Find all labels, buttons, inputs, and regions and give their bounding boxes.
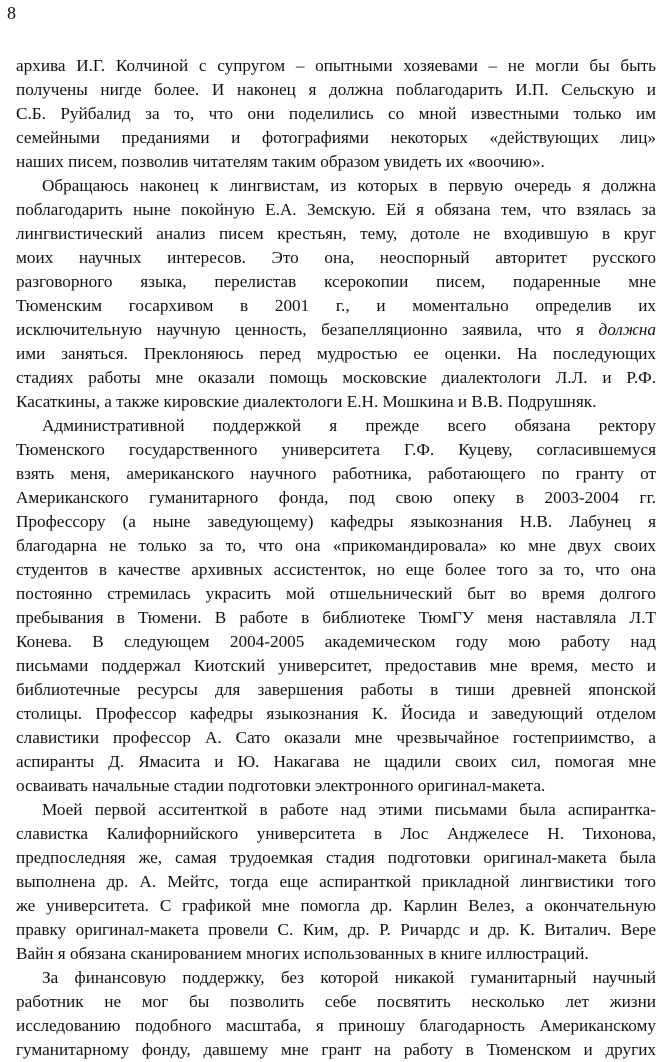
text-line: Обращаюсь наконец к лингвистам, из которых в первую очередь я должна: [42, 176, 656, 195]
text-line: студентов в качестве архивных ассистенток, но еще более того за то, что она: [16, 560, 656, 579]
page-number: 8: [7, 3, 16, 23]
text-line: Конева. В следующем 2004-2005 академическом году мою работу над: [16, 632, 656, 651]
text-line: лингвистический анализ писем крестьян, тему, дотоле не входившую в круг: [16, 224, 656, 243]
text-line: моих научных интересов. Это она, неоспорный авторитет русского: [16, 248, 656, 267]
text-line: осваивать начальные стадии подготовки электронного оригинал-макета.: [16, 776, 546, 795]
text-line: Административной поддержкой я прежде всего обязана ректору: [42, 416, 656, 435]
text-line: Вайн я обязана сканированием многих использованных в книге иллюстраций.: [16, 944, 589, 963]
text-line: гуманитарному фонду, давшему мне грант на работу в Тюменском и других: [16, 1040, 656, 1059]
text-line: наших писем, позволив читателям таким образом увидеть их «воочию».: [16, 152, 545, 171]
text-line: исследованию подобного масштаба, я приношу благодарность Американскому: [16, 1016, 656, 1035]
text-line: письмами поддержал Киотский университет, предоставив мне время, место и: [16, 656, 656, 675]
text-line: семейными преданиями и фотографиями некоторых «действующих лиц»: [16, 128, 656, 147]
text-line: получены нигде более. И наконец я должна поблагодарить И.П. Сельскую и: [16, 80, 656, 99]
text-line: аспиранты Д. Ямасита и Ю. Накагава не щадили своих сил, помогая мне: [16, 752, 656, 771]
text-line: Профессору (а ныне заведующему) кафедры языкознания Н.В. Лабунец я: [16, 512, 656, 531]
text-line: поблагодарить ныне покойную Е.А. Земскую. Ей я обязана тем, что взялась за: [16, 200, 656, 219]
text-line: Американского гуманитарного фонда, под свою опеку в 2003-2004 гг.: [16, 488, 656, 507]
text-line: Тюменским госархивом в 2001 г., и моментально определив их: [16, 296, 656, 315]
text-line: стадиях работы мне оказали помощь московские диалектологи Л.Л. и Р.Ф.: [16, 368, 656, 387]
text-line: работник не мог бы позволить себе посвятить несколько лет жизни: [16, 992, 656, 1011]
body-text: [16, 54, 656, 1062]
text-line: выполнена др. А. Мейтс, тогда еще аспиранткой прикладной лингвистики того: [16, 872, 656, 891]
text-line: Тюменского государственного университета Г.Ф. Куцеву, согласившемуся: [16, 440, 656, 459]
text-line: благодарна не только за то, что она «прикомандировала» ко мне двух своих: [16, 536, 656, 555]
text-line: правку оригинал-макета провели С. Ким, др. Р. Ричардс и др. К. Виталич. Вере: [16, 920, 656, 939]
text-line: взять меня, американского научного работника, работающего по гранту от: [16, 464, 656, 483]
text-line: разговорного языка, перелистав ксерокопии писем, подаренные мне: [16, 272, 656, 291]
text-line: ими заняться. Преклоняюсь перед мудростью ее оценки. На последующих: [16, 344, 656, 363]
text-line: библиотечные ресурсы для завершения работы в тиши древней японской: [16, 680, 656, 699]
text-line: За финансовую поддержку, без которой никакой гуманитарный научный: [42, 968, 656, 987]
text-line: Касаткины, а также кировские диалектологи Е.Н. Мошкина и В.В. Подрушняк.: [16, 392, 597, 411]
text-line: предпоследняя же, самая трудоемкая стадия подготовки оригинал-макета была: [16, 848, 656, 867]
text-line: славистка Калифорнийского университета в Лос Анджелесе Н. Тихонова,: [16, 824, 656, 843]
text-line: славистики профессор А. Сато оказали мне чрезвычайное гостеприимство, а: [16, 728, 656, 747]
text-line: С.Б. Руйбалид за то, что они поделились со мной известными только им: [16, 104, 656, 123]
text-line: же университета. С графикой мне помогла др. Карлин Велез, а окончательную: [16, 896, 656, 915]
text-line: Моей первой асситенткой в работе над этими письмами была аспирантка-: [42, 800, 656, 819]
text-line: постоянно стремилась украсить мой отшельнический быт во время долгого: [16, 584, 656, 603]
text-line: столицы. Профессор кафедры языкознания К. Йосида и заведующий отделом: [16, 704, 656, 723]
text-line: пребывания в Тюмени. В работе в библиотеке ТюмГУ меня наставляла Л.Т: [16, 608, 656, 627]
text-line: архива И.Г. Колчиной с супругом – опытными хозяевами – не могли бы быть: [16, 56, 656, 75]
text-line: исключительную научную ценность, безапелляционно заявила, что я должна: [16, 320, 656, 339]
